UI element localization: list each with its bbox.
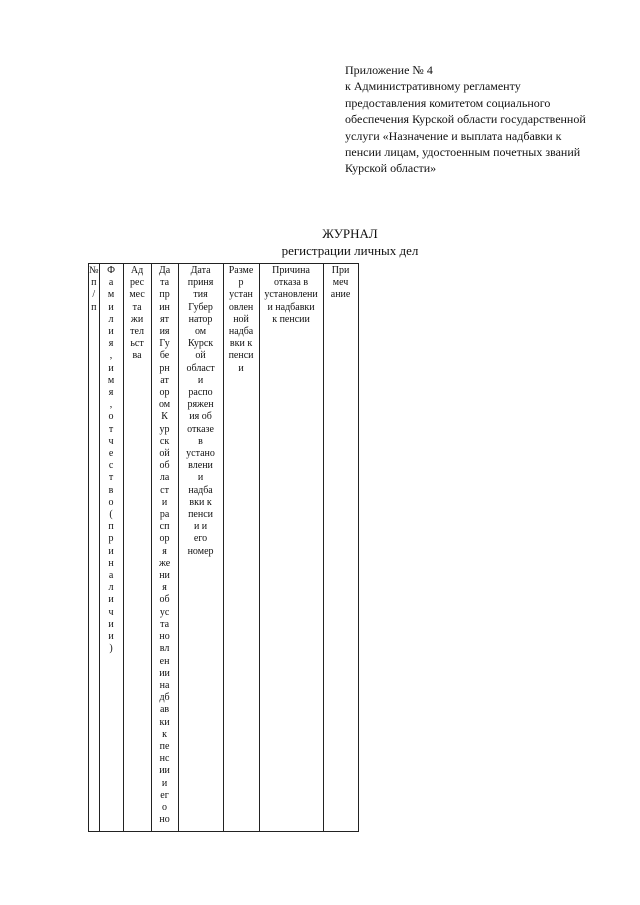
column-full-name: Ф а м и л и я , и м я , о т ч е с т в о ( п р и н а л и ч и и ) — [99, 264, 123, 832]
appendix-line: Приложение № 4 — [345, 63, 433, 77]
appendix-line: услуги «Назначение и выплата надбавки к — [345, 128, 562, 143]
column-notes: При меч ание — [323, 264, 358, 832]
appendix-line: к Административному регламенту — [345, 79, 521, 94]
journal-subtitle: регистрации личных дел — [281, 243, 419, 258]
column-grant-decree-date: Да та пр ин ят ия Гу бе рн ат ор ом К ур ск ой об ла ст и ра сп ор я же ни я об ус та но вл ен ии на дб ав ки к пе нс ии и ег о но — [151, 264, 178, 832]
journal-heading — [0, 225, 640, 259]
table-header-row — [89, 264, 359, 832]
appendix-line: пенсии лицам, удостоенным почетных званий — [345, 145, 581, 160]
registration-table — [88, 263, 359, 832]
column-address: Ад рес мес та жи тел ьст ва — [123, 264, 151, 832]
column-refusal-reason: Причина отказа в установлени и надбавки к пенсии — [259, 264, 323, 832]
column-number: № п / п — [89, 264, 100, 832]
column-refusal-decree-date: Дата приня тия Губер натор ом Курск ой област и распо ряжен ия об отказе в устано влени и надба вки к пенси и и его номер — [178, 264, 223, 832]
journal-title: ЖУРНАЛ — [322, 226, 378, 241]
appendix-line: предоставления комитетом социального — [345, 95, 551, 110]
appendix-line: Курской области» — [345, 161, 437, 176]
column-supplement-amount: Разме р устан овлен ной надба вки к пенси и — [223, 264, 259, 832]
appendix-line: обеспечения Курской области государственной — [345, 112, 586, 127]
appendix-header — [345, 62, 630, 177]
